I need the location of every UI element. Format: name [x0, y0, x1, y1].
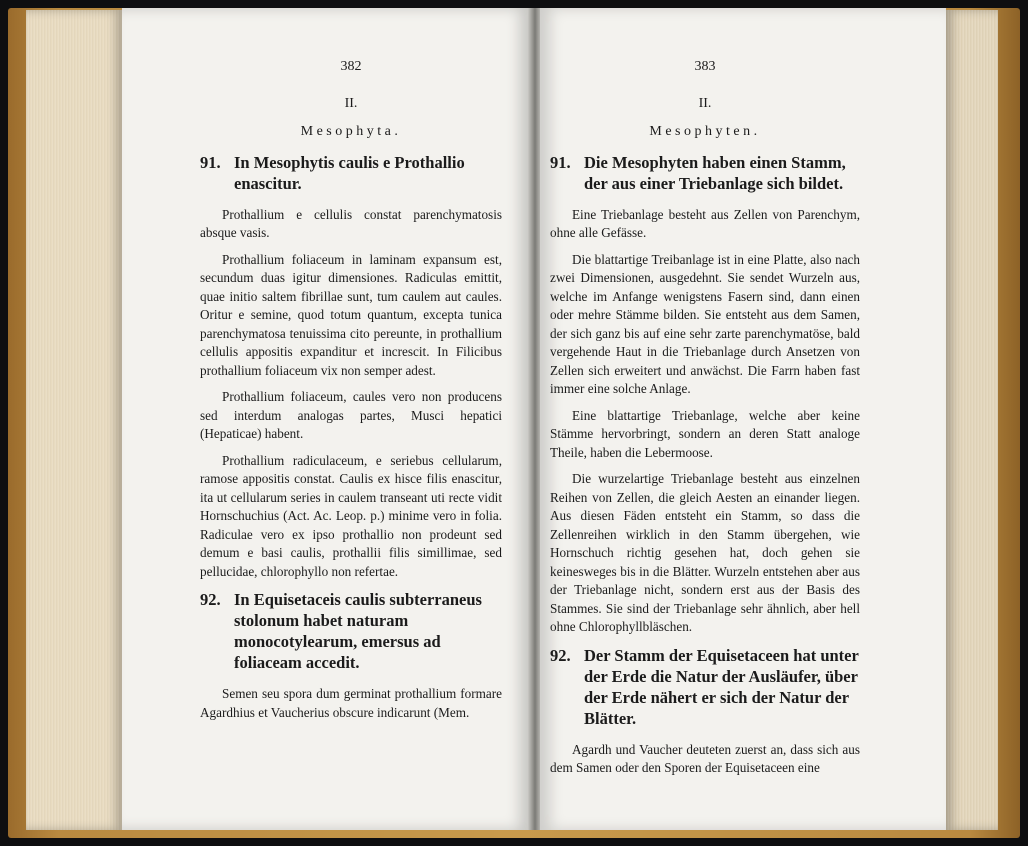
left-part-number: II.: [344, 95, 358, 111]
right-paragraph: Die wurzelartige Triebanlage besteht aus einzelnen Reihen von Zellen, die gleich Aesten an einander liegen. Aus diesen Fäden entsteht ein Stamm, so dass die Zellenreihen wirklich in den Stamm übergehen, wie Hornschuch richtig gesehen hat, doch gehen sie keinesweges bis in die Blätter. Wurzeln entstehen aber aus der Triebanlage nicht, sondern erst aus der Basis des Stammes. Sie sind der Triebanlage sehr ähnlich, aber hell ohne Chlorophyllbläschen.: [550, 471, 860, 634]
right-paragraph: Agardh und Vaucher deuteten zuerst an, dass sich aus dem Samen oder den Sporen der Equisetaceen eine: [550, 741, 860, 775]
right-page: [540, 8, 946, 830]
left-page-number: 382: [340, 59, 362, 74]
right-paragraph: Die blattartige Treibanlage ist in eine Platte, also nach zwei Dimensionen, ausgedehnt. Sie sendet Wurzeln aus, welche im Anfange wenigstens Fasern sind, dann einen oder mehre Stämme bilden. Sie entsteht aus dem Samen, der sich ganz bis auf eine sehr zarte parenchymatöse, bald vergehende Haut in die Triebanlage durch Ansetzen von Zellen sich erweitert und anwächst. Die Farrn haben fast immer eine solche Anlage.: [550, 251, 860, 396]
right-paragraph: Eine blattartige Triebanlage, welche aber keine Stämme hervorbringt, sondern an deren Statt analoge Theile, haben die Lebermoose.: [550, 407, 860, 460]
left-heading-91: [200, 152, 502, 194]
right-page-edges: [946, 10, 998, 830]
left-heading-92-number: 92.: [200, 590, 221, 609]
right-part-number: II.: [698, 95, 712, 111]
right-heading-91-number: 91.: [550, 152, 571, 172]
left-paragraph: Prothallium foliaceum, caules vero non producens sed interdum analogas partes, Musci hepatici (Hepaticae) habent.: [200, 389, 502, 441]
left-heading-92-text: In Equisetaceis caulis subterraneus stolonum habet naturam monocotylearum, emersus ad foliaceam accedit.: [234, 590, 482, 672]
right-heading-91-text: Die Mesophyten haben einen Stamm, der aus einer Triebanlage sich bildet.: [584, 152, 846, 193]
left-heading-91-number: 91.: [200, 152, 221, 172]
right-section-title: Mesophyten.: [649, 124, 761, 139]
right-heading-92: [550, 645, 860, 729]
left-paragraph: Prothallium radiculaceum, e seriebus cellularum, ramose appositis constat. Caulis ex hisce filis enascitur, ita ut cellularum series in caulem transeant uti recte vidit Hornschuchius (Act. Ac. Leop. p.) minime vero in folia. Radiculae vero ex ipso prothallio non prodeunt sed demum e basi caulis, prothallii filis simillimae, sed pellucidae, chlorophyllo non refertae.: [200, 452, 502, 579]
right-heading-91: [550, 152, 860, 194]
left-heading-92: [200, 589, 502, 673]
left-paragraph: Prothallium e cellulis constat parenchymatosis absque vasis.: [200, 206, 502, 240]
left-paragraph: Semen seu spora dum germinat prothallium formare Agardhius et Vaucherius obscure indicarunt (Mem.: [200, 686, 502, 720]
left-page-content: [200, 58, 502, 722]
right-page-content: [550, 58, 860, 778]
left-page: [122, 8, 530, 830]
left-page-edges: [26, 10, 122, 830]
left-section-title: Mesophyta.: [300, 124, 402, 139]
right-page-number: 383: [694, 59, 716, 74]
left-heading-91-text: In Mesophytis caulis e Prothallio enascitur.: [234, 152, 465, 193]
right-heading-92-number: 92.: [550, 645, 571, 665]
right-heading-92-text: Der Stamm der Equisetaceen hat unter der Erde die Natur der Ausläufer, über der Erde nähert er sich der Natur der Blätter.: [584, 645, 859, 728]
left-paragraph: Prothallium foliaceum in laminam expansum est, secundum duas igitur dimensiones. Radiculas emittit, quae initio saltem fibrillae sunt, tum caulem aut caules. Oritur e semine, quod totum quantum, excepta tunica parenchymatosa tenuissima cito pereunte, in prothallium cellulis appositis expanditur et increscit. In Filicibus prothallium foliaceum vix non semper adest.: [200, 251, 502, 378]
right-paragraph: Eine Triebanlage besteht aus Zellen von Parenchym, ohne alle Gefässe.: [550, 206, 860, 240]
